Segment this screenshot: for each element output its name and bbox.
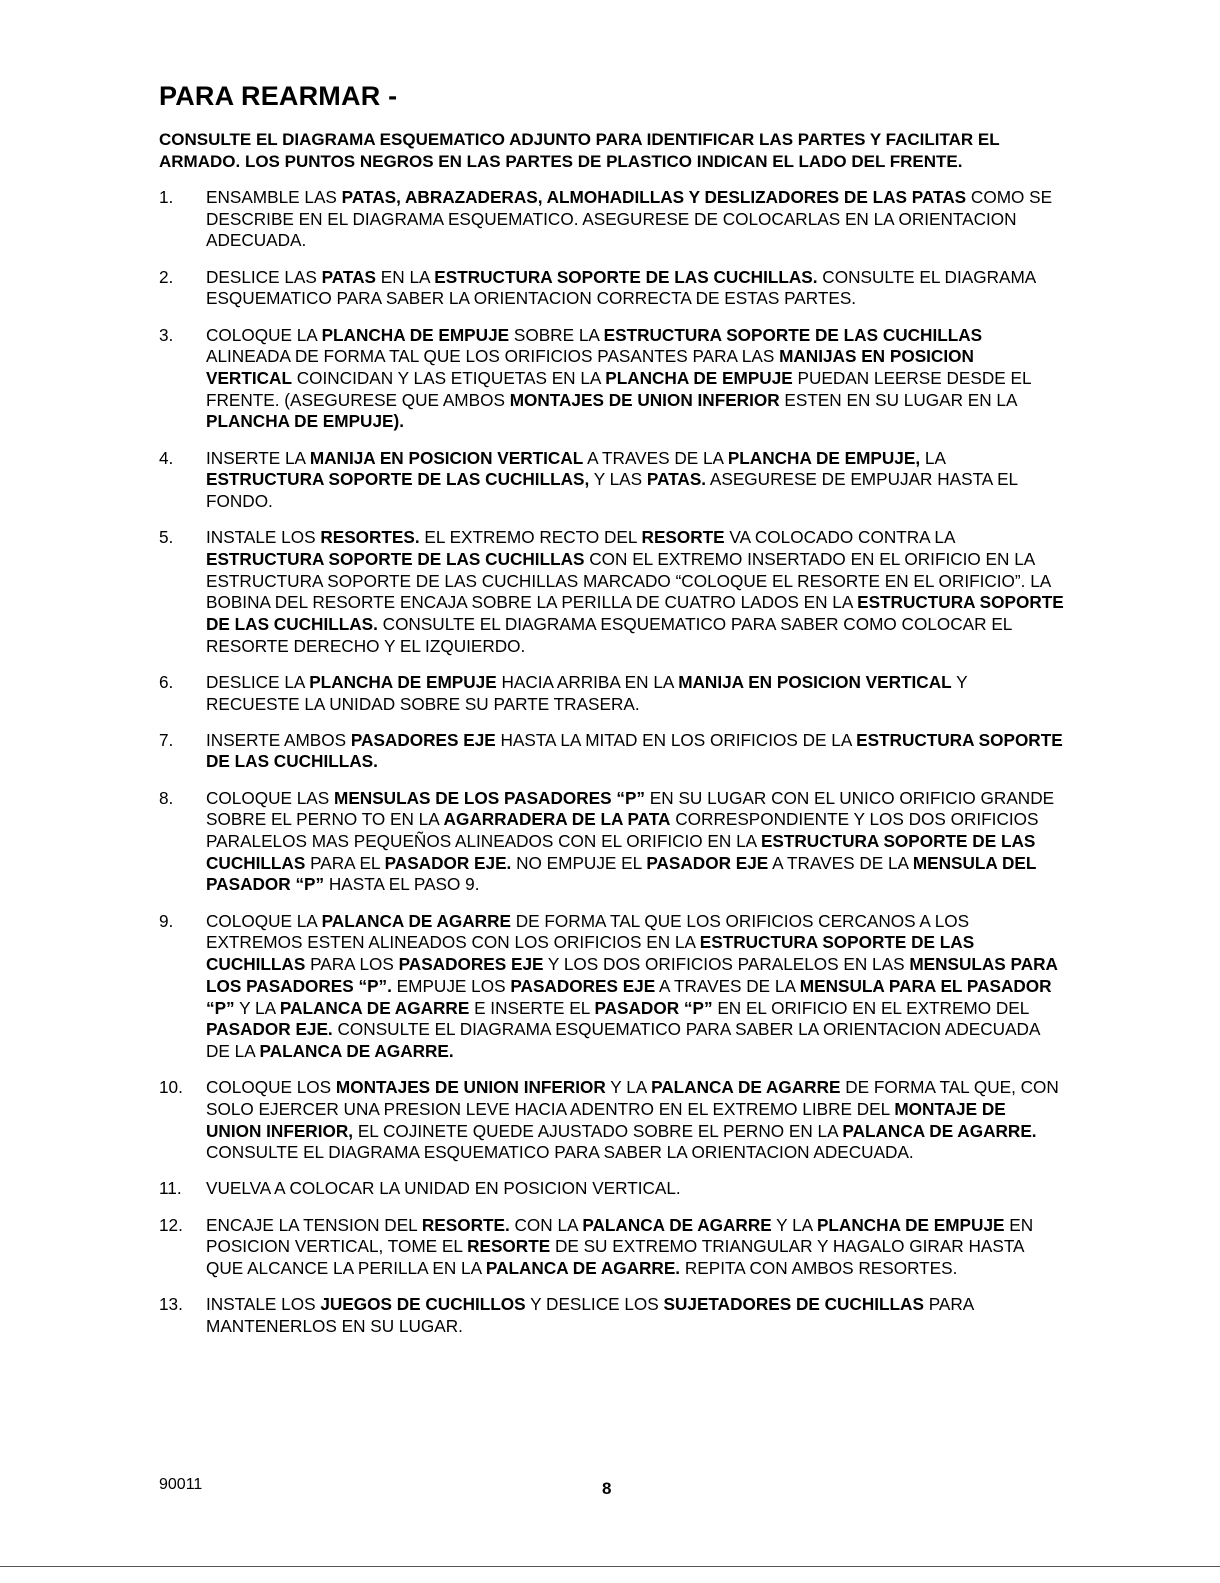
step-text: Y LA xyxy=(605,1077,652,1098)
step-emphasis: PASADOR EJE xyxy=(646,852,769,873)
step-emphasis: MONTAJE DE UNION INFERIOR, xyxy=(206,1098,1006,1141)
step-text: CONSULTE EL DIAGRAMA ESQUEMATICO PARA SABER COMO COLOCAR EL RESORTE DERECHO Y EL IZQUIERDO. xyxy=(206,613,1012,656)
step-number: 4. xyxy=(159,447,174,468)
step-item xyxy=(159,1294,1064,1337)
step-emphasis: MENSULAS DE LOS PASADORES “P” xyxy=(334,787,646,808)
step-text: EL COJINETE QUEDE AJUSTADO SOBRE EL PERNO EN LA xyxy=(353,1120,843,1141)
step-emphasis: ESTRUCTURA SOPORTE DE LAS CUCHILLAS xyxy=(603,324,983,345)
step-item xyxy=(159,1178,1064,1200)
step-text: DE SU EXTREMO TRIANGULAR Y HAGALO GIRAR HASTA QUE ALCANCE LA PERILLA EN LA xyxy=(206,1236,1024,1279)
step-text: Y LA xyxy=(234,997,280,1018)
step-item xyxy=(159,788,1064,897)
step-text: ESTEN EN SU LUGAR EN LA xyxy=(779,389,1017,410)
step-text: A TRAVES DE LA xyxy=(583,447,728,468)
step-emphasis: MANIJA EN POSICION VERTICAL xyxy=(309,447,584,468)
step-item xyxy=(159,267,1064,310)
step-text: COMO SE DESCRIBE EN EL DIAGRAMA ESQUEMATICO. ASEGURESE DE COLOCARLAS EN LA ORIENTACION ADECUADA. xyxy=(206,187,1053,251)
step-number: 3. xyxy=(159,324,174,345)
step-text: ASEGURESE DE EMPUJAR HASTA EL FONDO. xyxy=(206,469,1018,511)
step-item xyxy=(159,730,1064,773)
step-emphasis: ESTRUCTURA SOPORTE DE LAS CUCHILLAS xyxy=(206,548,585,569)
step-text: EN POSICION VERTICAL, TOME EL xyxy=(206,1214,1034,1257)
step-text: INSERTE LA xyxy=(206,447,310,468)
step-emphasis: PLANCHA DE EMPUJE xyxy=(605,367,793,388)
step-emphasis: JUEGOS DE CUCHILLOS xyxy=(320,1294,526,1315)
step-emphasis: PASADOR “P” xyxy=(594,997,713,1018)
step-text: EN LA xyxy=(376,266,435,287)
page-number: 8 xyxy=(602,1479,612,1498)
step-text: REPITA CON AMBOS RESORTES. xyxy=(680,1258,958,1279)
step-emphasis: ESTRUCTURA SOPORTE DE LAS CUCHILLAS. xyxy=(206,592,1064,634)
step-text: COLOQUE LA xyxy=(206,324,322,345)
step-emphasis: PLANCHA DE EMPUJE xyxy=(309,671,497,692)
step-emphasis: PALANCA DE AGARRE xyxy=(651,1077,841,1098)
step-text: EL EXTREMO RECTO DEL xyxy=(419,527,642,548)
step-text: Y LOS DOS ORIFICIOS PARALELOS EN LAS xyxy=(543,954,910,975)
step-emphasis: PLANCHA DE EMPUJE xyxy=(816,1214,1005,1235)
step-number: 1. xyxy=(159,187,174,207)
step-text: A TRAVES DE LA xyxy=(768,852,913,873)
step-text: LA xyxy=(920,447,945,468)
step-emphasis: ESTRUCTURA SOPORTE DE LAS CUCHILLAS. xyxy=(206,729,1063,772)
step-text: HASTA EL PASO 9. xyxy=(324,874,480,895)
step-text: ALINEADA DE FORMA TAL QUE LOS ORIFICIOS PASANTES PARA LAS xyxy=(206,346,780,367)
step-text: DESLICE LA xyxy=(206,671,310,692)
step-emphasis: AGARRADERA DE LA PATA xyxy=(443,809,671,830)
step-text: Y RECUESTE LA UNIDAD SOBRE SU PARTE TRASERA. xyxy=(206,671,968,714)
step-emphasis: PATAS xyxy=(321,266,377,287)
step-number: 5. xyxy=(159,527,174,548)
step-text: CON EL EXTREMO INSERTADO EN EL ORIFICIO EN LA ESTRUCTURA SOPORTE DE LAS CUCHILLAS MARCADO “COLOQUE EL RESORTE EN EL ORIFICIO”. LA BOBINA DEL RESORTE ENCAJA SOBRE LA PERILLA DE CUATRO LADOS EN LA xyxy=(206,548,1051,613)
step-text: NO EMPUJE EL xyxy=(511,852,647,873)
step-text: CONSULTE EL DIAGRAMA ESQUEMATICO PARA SABER LA ORIENTACION ADECUADA DE LA xyxy=(206,1019,1040,1061)
step-emphasis: MENSULA DEL PASADOR “P” xyxy=(206,852,1037,895)
step-number: 10. xyxy=(159,1077,183,1098)
step-emphasis: PASADORES EJE xyxy=(350,729,496,750)
step-item xyxy=(159,911,1064,1063)
step-emphasis: PALANCA DE AGARRE xyxy=(582,1214,772,1235)
step-number: 9. xyxy=(159,910,174,931)
step-text: E INSERTE EL xyxy=(469,997,595,1018)
step-number: 8. xyxy=(159,787,174,808)
step-text: INSTALE LOS xyxy=(206,1294,321,1315)
step-text: HASTA LA MITAD EN LOS ORIFICIOS DE LA xyxy=(495,729,857,750)
step-text: CONSULTE EL DIAGRAMA ESQUEMATICO PARA SABER LA ORIENTACION ADECUADA. xyxy=(206,1142,914,1163)
step-emphasis: MONTAJES DE UNION INFERIOR xyxy=(509,389,780,410)
step-emphasis: MENSULA PARA EL PASADOR “P” xyxy=(206,975,1052,1018)
step-text: CORRESPONDIENTE Y LOS DOS ORIFICIOS PARALELOS MAS PEQUEÑOS ALINEADOS CON EL ORIFICIO EN LA xyxy=(206,809,1039,852)
step-text: INSERTE AMBOS xyxy=(206,729,351,750)
step-emphasis: PASADOR EJE. xyxy=(206,1019,333,1040)
step-emphasis: RESORTE xyxy=(467,1236,551,1257)
step-text: PUEDAN LEERSE DESDE EL FRENTE. (ASEGURESE QUE AMBOS xyxy=(206,367,1031,410)
document-code: 90011 xyxy=(159,1476,203,1493)
step-text: COLOQUE LAS xyxy=(206,787,334,808)
steps-list xyxy=(159,187,1064,1338)
step-emphasis: PASADOR EJE. xyxy=(384,852,512,873)
step-emphasis: PALANCA DE AGARRE. xyxy=(259,1040,454,1061)
step-emphasis: ESTRUCTURA SOPORTE DE LAS CUCHILLAS xyxy=(206,831,1036,873)
step-item xyxy=(159,187,1064,252)
step-text: SOBRE LA xyxy=(509,324,604,345)
intro-paragraph: CONSULTE EL DIAGRAMA ESQUEMATICO ADJUNTO PARA IDENTIFICAR LAS PARTES Y FACILITAR EL ARMADO. LOS PUNTOS NEGROS EN LAS PARTES DE PLASTICO INDICAN EL LADO DEL FRENTE. xyxy=(159,130,1000,171)
step-number: 7. xyxy=(159,729,174,750)
step-emphasis: ESTRUCTURA SOPORTE DE LAS CUCHILLAS. xyxy=(434,266,818,287)
step-text: PARA LOS xyxy=(305,954,399,975)
step-number: 11. xyxy=(159,1178,182,1199)
step-number: 2. xyxy=(159,266,174,287)
step-emphasis: MANIJA EN POSICION VERTICAL xyxy=(678,671,952,692)
step-emphasis: PATAS. xyxy=(646,469,707,490)
step-emphasis: ESTRUCTURA SOPORTE DE LAS CUCHILLAS xyxy=(206,932,975,975)
step-number: 12. xyxy=(159,1214,183,1235)
step-text: DE FORMA TAL QUE, CON SOLO EJERCER UNA PRESION LEVE HACIA ADENTRO EN EL EXTREMO LIBRE DEL xyxy=(206,1077,1059,1119)
step-emphasis: PALANCA DE AGARRE xyxy=(321,910,511,931)
step-emphasis: SUJETADORES DE CUCHILLAS xyxy=(663,1294,924,1315)
step-text: ENSAMBLE LAS xyxy=(206,187,342,207)
step-text: A TRAVES DE LA xyxy=(655,975,800,996)
step-text: COLOQUE LOS xyxy=(206,1077,336,1098)
step-emphasis: RESORTE xyxy=(641,527,725,548)
step-emphasis: PASADORES EJE xyxy=(398,954,544,975)
step-item xyxy=(159,1215,1064,1280)
step-emphasis: PALANCA DE AGARRE. xyxy=(485,1258,681,1279)
step-emphasis: ESTRUCTURA SOPORTE DE LAS CUCHILLAS, xyxy=(206,469,590,490)
step-emphasis: PALANCA DE AGARRE xyxy=(279,997,470,1018)
step-text: INSTALE LOS xyxy=(206,527,321,548)
step-text: Y DESLICE LOS xyxy=(525,1294,664,1315)
step-text: COINCIDAN Y LAS ETIQUETAS EN LA xyxy=(291,367,606,388)
step-emphasis: RESORTE. xyxy=(421,1214,510,1235)
step-item xyxy=(159,1077,1064,1164)
bottom-divider xyxy=(0,1566,1220,1567)
step-text: EN SU LUGAR CON EL UNICO ORIFICIO GRANDE SOBRE EL PERNO TO EN LA xyxy=(206,787,1055,830)
step-text: EN EL ORIFICIO EN EL EXTREMO DEL xyxy=(712,997,1029,1018)
step-text: VA COLOCADO CONTRA LA xyxy=(724,527,955,548)
step-item xyxy=(159,527,1064,657)
step-emphasis: MENSULAS PARA LOS PASADORES “P”. xyxy=(206,954,1058,996)
step-emphasis: MANIJAS EN POSICION VERTICAL xyxy=(206,346,974,388)
step-emphasis: MONTAJES DE UNION INFERIOR xyxy=(335,1077,606,1098)
step-text: CONSULTE EL DIAGRAMA ESQUEMATICO PARA SABER LA ORIENTACION CORRECTA DE ESTAS PARTES. xyxy=(206,266,1036,309)
step-text: VUELVA A COLOCAR LA UNIDAD EN POSICION VERTICAL. xyxy=(206,1178,681,1199)
step-text: DESLICE LAS xyxy=(206,266,322,287)
step-emphasis: PLANCHA DE EMPUJE, xyxy=(727,447,921,468)
step-emphasis: PATAS, ABRAZADERAS, ALMOHADILLAS Y DESLIZADORES DE LAS PATAS xyxy=(341,187,967,207)
step-item xyxy=(159,325,1064,434)
step-number: 6. xyxy=(159,671,174,692)
step-text: ENCAJE LA TENSION DEL xyxy=(206,1214,422,1235)
step-item xyxy=(159,672,1064,715)
document-page xyxy=(159,80,1064,1352)
step-emphasis: PLANCHA DE EMPUJE xyxy=(321,324,510,345)
step-text: PARA MANTENERLOS EN SU LUGAR. xyxy=(206,1294,974,1336)
page-title: PARA REARMAR - xyxy=(159,81,398,111)
step-text: DE FORMA TAL QUE LOS ORIFICIOS CERCANOS A LOS EXTREMOS ESTEN ALINEADOS CON LOS ORIFICIOS EN LA xyxy=(206,910,970,953)
step-text: EMPUJE LOS xyxy=(391,975,511,996)
step-emphasis: RESORTES. xyxy=(320,527,420,548)
step-text: Y LA xyxy=(771,1214,817,1235)
step-text: PARA EL xyxy=(305,852,385,873)
step-text: CON LA xyxy=(509,1214,583,1235)
step-emphasis: PALANCA DE AGARRE. xyxy=(842,1120,1037,1141)
step-emphasis: PLANCHA DE EMPUJE). xyxy=(206,411,404,432)
step-item xyxy=(159,448,1064,513)
step-emphasis: PASADORES EJE xyxy=(510,975,656,996)
step-text: Y LAS xyxy=(589,469,647,490)
step-number: 13. xyxy=(159,1294,183,1315)
step-text: HACIA ARRIBA EN LA xyxy=(496,671,679,692)
step-text: COLOQUE LA xyxy=(206,910,322,931)
